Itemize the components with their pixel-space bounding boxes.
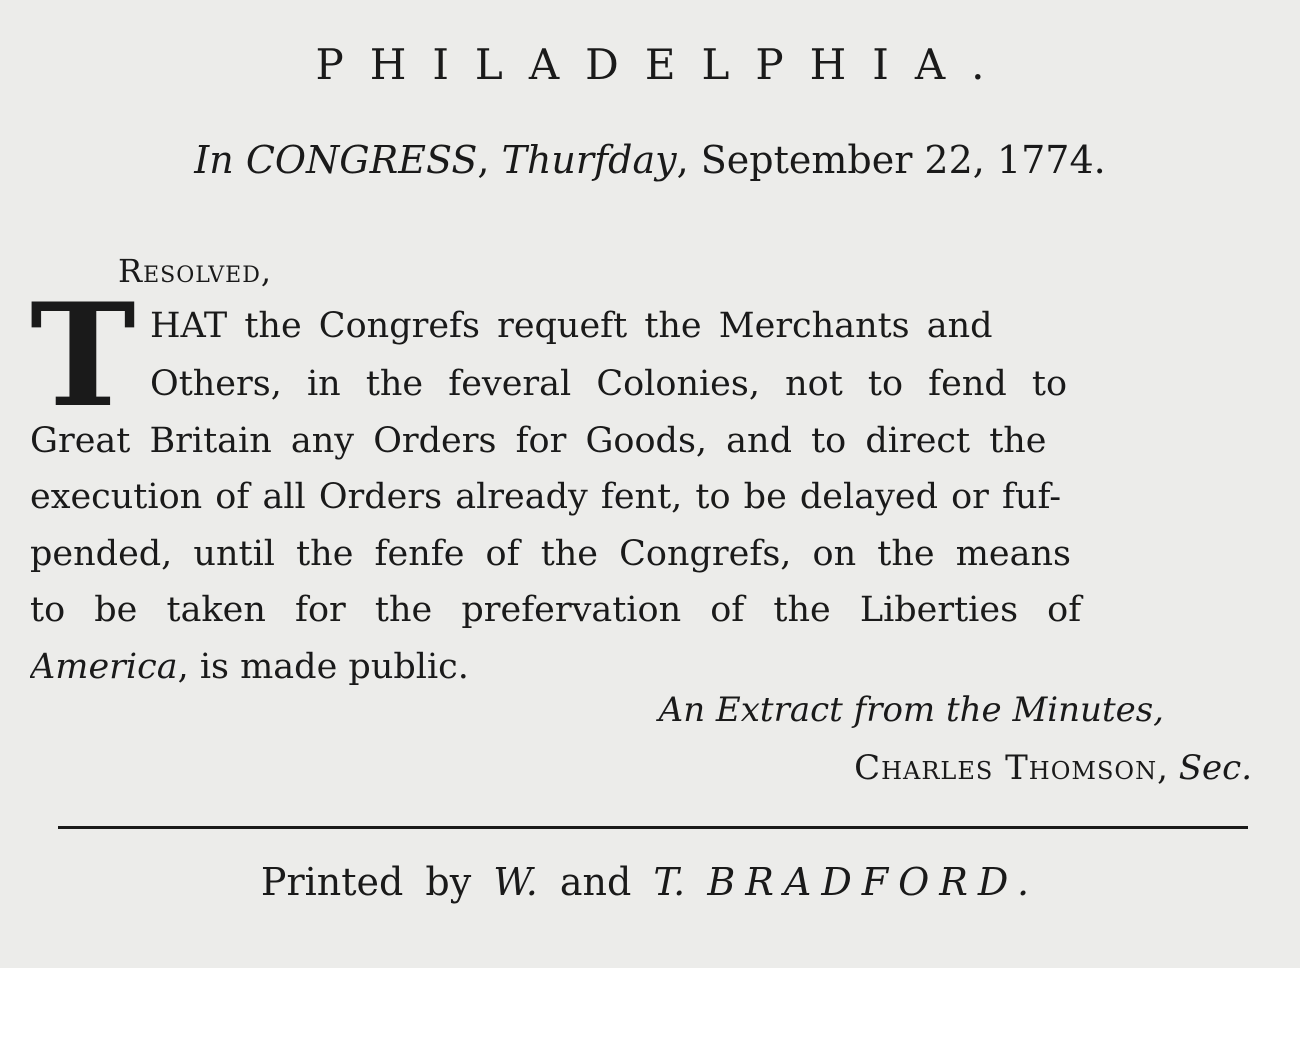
secretary-title: Sec.: [1178, 748, 1252, 788]
resolution-line-4: execution of all Orders already fent, to be delayed or fuf-: [30, 477, 1062, 517]
congress-dateline: [0, 138, 1300, 182]
horizontal-rule: [58, 826, 1248, 829]
dateline-congress: CONGRESS: [245, 138, 478, 182]
resolved-label: Resolved,: [118, 252, 273, 290]
printer-initial-t: T.: [653, 860, 686, 904]
printer-surname: BRADFORD.: [707, 860, 1040, 904]
printer-and: and: [537, 860, 654, 904]
resolution-line-2: Others, in the feveral Colonies, not to fend to: [150, 364, 1068, 404]
secretary-name: Charles Thomson: [854, 748, 1158, 788]
printer-initial-w: W.: [493, 860, 538, 904]
dateline-weekday: Thurfday: [501, 138, 677, 182]
drop-cap-letter: T: [30, 273, 136, 439]
america-word: America: [30, 647, 178, 687]
dateline-date: , September 22, 1774.: [676, 138, 1106, 182]
resolution-line-3: Great Britain any Orders for Goods, and to direct the: [30, 421, 1047, 461]
minutes-extract-note: An Extract from the Minutes,: [658, 690, 1164, 730]
city-heading: PHILADELPHIA.: [315, 40, 1011, 89]
secretary-signature-line: [854, 748, 1252, 788]
printed-by-text: Printed by: [260, 860, 494, 904]
signature-separator: ,: [1157, 748, 1179, 788]
dateline-prefix: In: [194, 138, 246, 182]
resolution-line-5: pended, until the fenfe of the Congrefs, on the means: [30, 534, 1071, 574]
printer-imprint: [0, 860, 1300, 904]
resolution-line-6: to be taken for the prefervation of the Liberties of: [30, 590, 1082, 630]
resolution-closing: , is made public.: [177, 647, 469, 687]
resolution-line-1: HAT the Congrefs requeft the Merchants and: [150, 306, 993, 346]
resolution-line-7: [30, 637, 1250, 697]
dateline-separator: ,: [477, 138, 502, 182]
